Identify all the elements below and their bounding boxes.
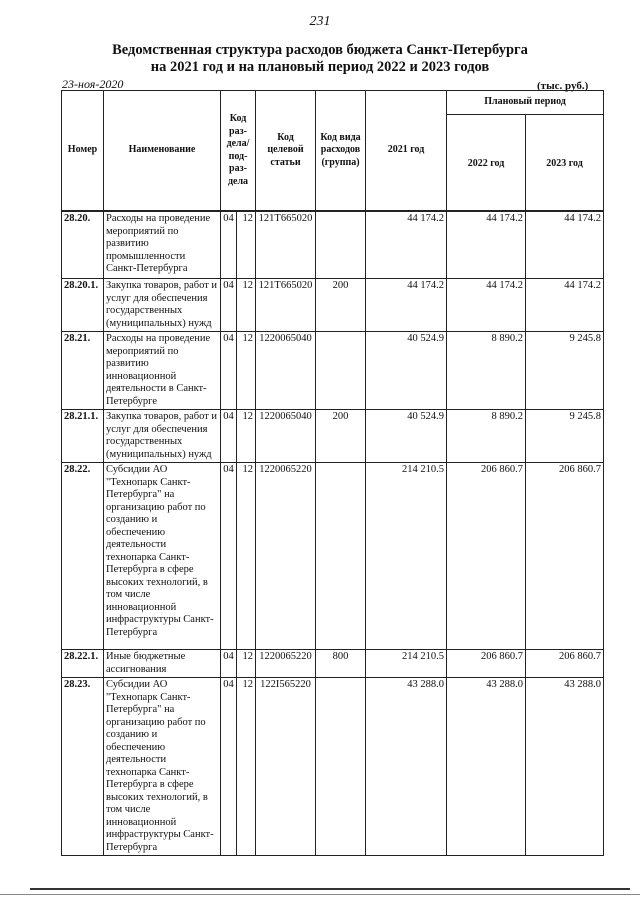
row-number: 28.21.1.: [62, 410, 104, 463]
row-target-code: 122I565220: [256, 678, 316, 856]
row-section: 04: [221, 279, 237, 332]
row-2023: 43 288.0: [526, 678, 604, 856]
row-subsection: 12: [237, 332, 256, 410]
row-expense-type: [316, 212, 366, 279]
row-number: 28.20.: [62, 212, 104, 279]
row-2022: 206 860.7: [447, 650, 526, 678]
header-2023: 2023 год: [526, 115, 604, 211]
table-row: [62, 279, 604, 332]
row-section: 04: [221, 650, 237, 678]
row-2022: 8 890.2: [447, 410, 526, 463]
row-number: 28.22.: [62, 463, 104, 650]
row-name: Субсидии АО "Технопарк Санкт-Петербурга" на организацию работ по созданию и обеспечению деятельности технопарка Санкт-Петербурга в сфере высоких технологий, в том числе инновационной инфраструктуры Санкт-Петербурга: [104, 678, 221, 856]
row-2021: 214 210.5: [366, 650, 447, 678]
row-2022: 44 174.2: [447, 279, 526, 332]
row-name: Расходы на проведение мероприятий по развитию промышленности Санкт-Петербурга: [104, 212, 221, 279]
table-row: [62, 650, 604, 678]
row-target-code: 1220065220: [256, 650, 316, 678]
header-expense-type: Код вида расходов (группа): [316, 91, 366, 211]
header-2022: 2022 год: [447, 115, 526, 211]
row-2021: 44 174.2: [366, 279, 447, 332]
row-subsection: 12: [237, 678, 256, 856]
row-subsection: 12: [237, 463, 256, 650]
row-2021: 214 210.5: [366, 463, 447, 650]
row-expense-type: 200: [316, 410, 366, 463]
row-target-code: 121Т665020: [256, 212, 316, 279]
row-name: Субсидии АО "Технопарк Санкт-Петербурга" на организацию работ по созданию и обеспечению деятельности технопарка Санкт-Петербурга в сфере высоких технологий, в том числе инновационной инфраструктуры Санкт-Петербурга: [104, 463, 221, 650]
header-name: Наименование: [104, 91, 221, 211]
row-section: 04: [221, 332, 237, 410]
row-subsection: 12: [237, 279, 256, 332]
row-expense-type: [316, 332, 366, 410]
budget-table: [61, 90, 604, 856]
row-name: Закупка товаров, работ и услуг для обеспечения государственных (муниципальных) нужд: [104, 410, 221, 463]
row-target-code: 1220065040: [256, 410, 316, 463]
table-row: [62, 678, 604, 856]
row-target-code: 1220065040: [256, 332, 316, 410]
row-section: 04: [221, 678, 237, 856]
header-planned-period: Плановый период: [447, 91, 604, 115]
row-2023: 206 860.7: [526, 650, 604, 678]
title-line-1: Ведомственная структура расходов бюджета Санкт-Петербурга: [112, 42, 528, 58]
row-2021: 40 524.9: [366, 410, 447, 463]
row-2022: 44 174.2: [447, 212, 526, 279]
row-2021: 44 174.2: [366, 212, 447, 279]
header-number: Номер: [62, 91, 104, 211]
row-2023: 9 245.8: [526, 332, 604, 410]
header-section: Код раз-дела/ под-раз-дела: [221, 91, 256, 211]
row-2023: 206 860.7: [526, 463, 604, 650]
row-2021: 43 288.0: [366, 678, 447, 856]
units-label: (тыс. руб.): [537, 80, 589, 92]
row-2021: 40 524.9: [366, 332, 447, 410]
footer-rule-thin: [0, 894, 640, 895]
row-2023: 44 174.2: [526, 212, 604, 279]
header-2021: 2021 год: [366, 91, 447, 211]
table-row: [62, 410, 604, 463]
row-2023: 9 245.8: [526, 410, 604, 463]
title-line-2: на 2021 год и на плановый период 2022 и 2023 годов: [150, 59, 490, 75]
row-target-code: 121Т665020: [256, 279, 316, 332]
row-2022: 206 860.7: [447, 463, 526, 650]
row-subsection: 12: [237, 650, 256, 678]
table-row: [62, 212, 604, 279]
row-target-code: 1220065220: [256, 463, 316, 650]
row-expense-type: 200: [316, 279, 366, 332]
header-target: Код целевой статьи: [256, 91, 316, 211]
document-title: [0, 42, 640, 76]
row-expense-type: [316, 678, 366, 856]
row-2023: 44 174.2: [526, 279, 604, 332]
row-section: 04: [221, 463, 237, 650]
row-name: Закупка товаров, работ и услуг для обеспечения государственных (муниципальных) нужд: [104, 279, 221, 332]
row-name: Расходы на проведение мероприятий по развитию инновационной деятельности в Санкт-Петербурге: [104, 332, 221, 410]
row-expense-type: 800: [316, 650, 366, 678]
row-section: 04: [221, 410, 237, 463]
row-2022: 8 890.2: [447, 332, 526, 410]
row-number: 28.21.: [62, 332, 104, 410]
row-number: 28.23.: [62, 678, 104, 856]
page-number: 231: [309, 14, 331, 29]
row-number: 28.22.1.: [62, 650, 104, 678]
row-expense-type: [316, 463, 366, 650]
table-row: [62, 463, 604, 650]
footer-rule: [30, 888, 630, 890]
row-subsection: 12: [237, 212, 256, 279]
row-section: 04: [221, 212, 237, 279]
table-body: [62, 212, 604, 856]
row-name: Иные бюджетные ассигнования: [104, 650, 221, 678]
row-2022: 43 288.0: [447, 678, 526, 856]
row-subsection: 12: [237, 410, 256, 463]
document-date: 23-ноя-2020: [62, 77, 124, 91]
table-row: [62, 332, 604, 410]
row-number: 28.20.1.: [62, 279, 104, 332]
